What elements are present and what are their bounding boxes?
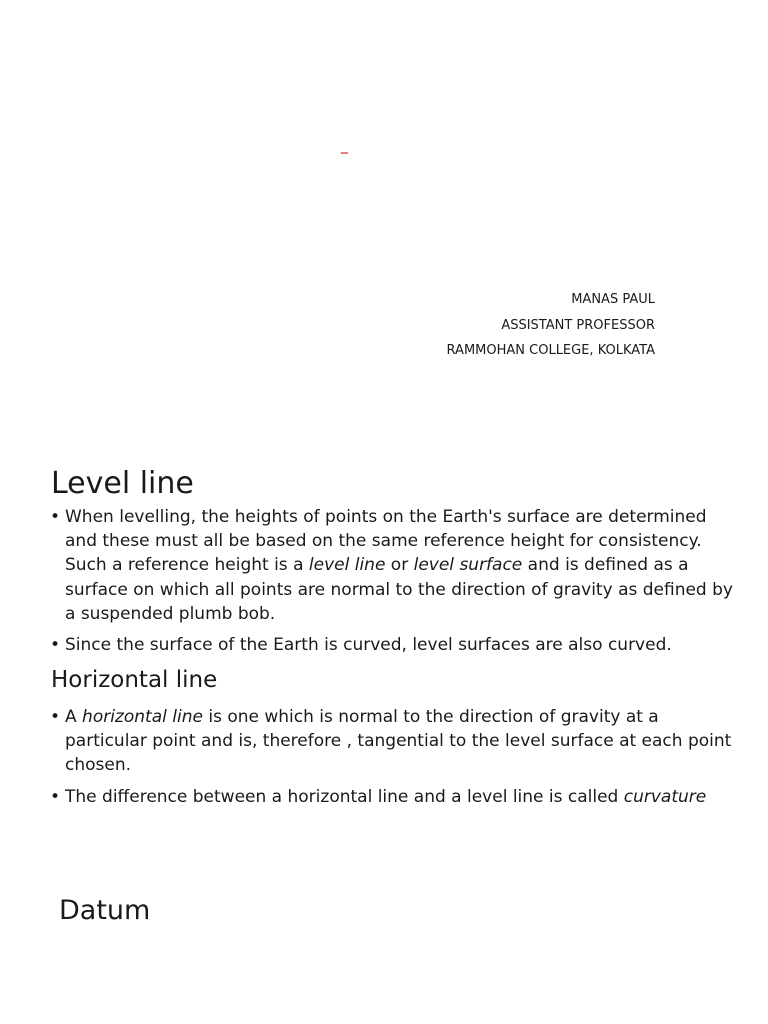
term-curvature: curvature [623, 786, 707, 807]
level-line-bullets [50, 505, 740, 657]
bullet-text: is one which is normal to the direction of gravity at a particular point and is, therefore , tangential to the level surface at each point chosen. [65, 707, 732, 776]
bullet-text: The difference between a horizontal line and a level line is called [65, 786, 624, 807]
term-level-surface: level surface [413, 555, 523, 576]
term-level-line: level line [308, 555, 386, 576]
title-placeholder-mark: _ [341, 138, 348, 154]
bullet-text: Since the surface of the Earth is curved, level surfaces are also curved. [65, 635, 672, 656]
list-item [50, 705, 740, 778]
term-horizontal-line: horizontal line [82, 707, 203, 727]
heading-level-line: Level line [51, 466, 194, 501]
horizontal-line-bullets [50, 705, 740, 809]
bullet-text: A [65, 707, 83, 727]
bullet-icon: • [50, 635, 61, 656]
list-item [50, 505, 740, 626]
list-item [50, 633, 740, 657]
author-affiliation: RAMMOHAN COLLEGE, KOLKATA [446, 343, 655, 358]
heading-horizontal-line: Horizontal line [51, 667, 218, 693]
bullet-icon: • [50, 507, 61, 527]
author-role: ASSISTANT PROFESSOR [501, 317, 655, 333]
bullet-icon: • [50, 786, 61, 807]
bullet-text: and is defined as a surface on which all points are normal to the direction of gravity as defined by a suspended plumb bob. [65, 555, 733, 624]
bullet-icon: • [50, 707, 61, 727]
list-item [50, 785, 740, 809]
bullet-text: When levelling, the heights of points on the Earth's surface are determined and these must all be based on the same reference height for consistency. Such a reference height is a [65, 507, 707, 576]
author-name: MANAS PAUL [571, 292, 655, 307]
author-block [447, 287, 655, 364]
bullet-text: or [385, 555, 414, 576]
heading-datum: Datum [59, 895, 151, 926]
